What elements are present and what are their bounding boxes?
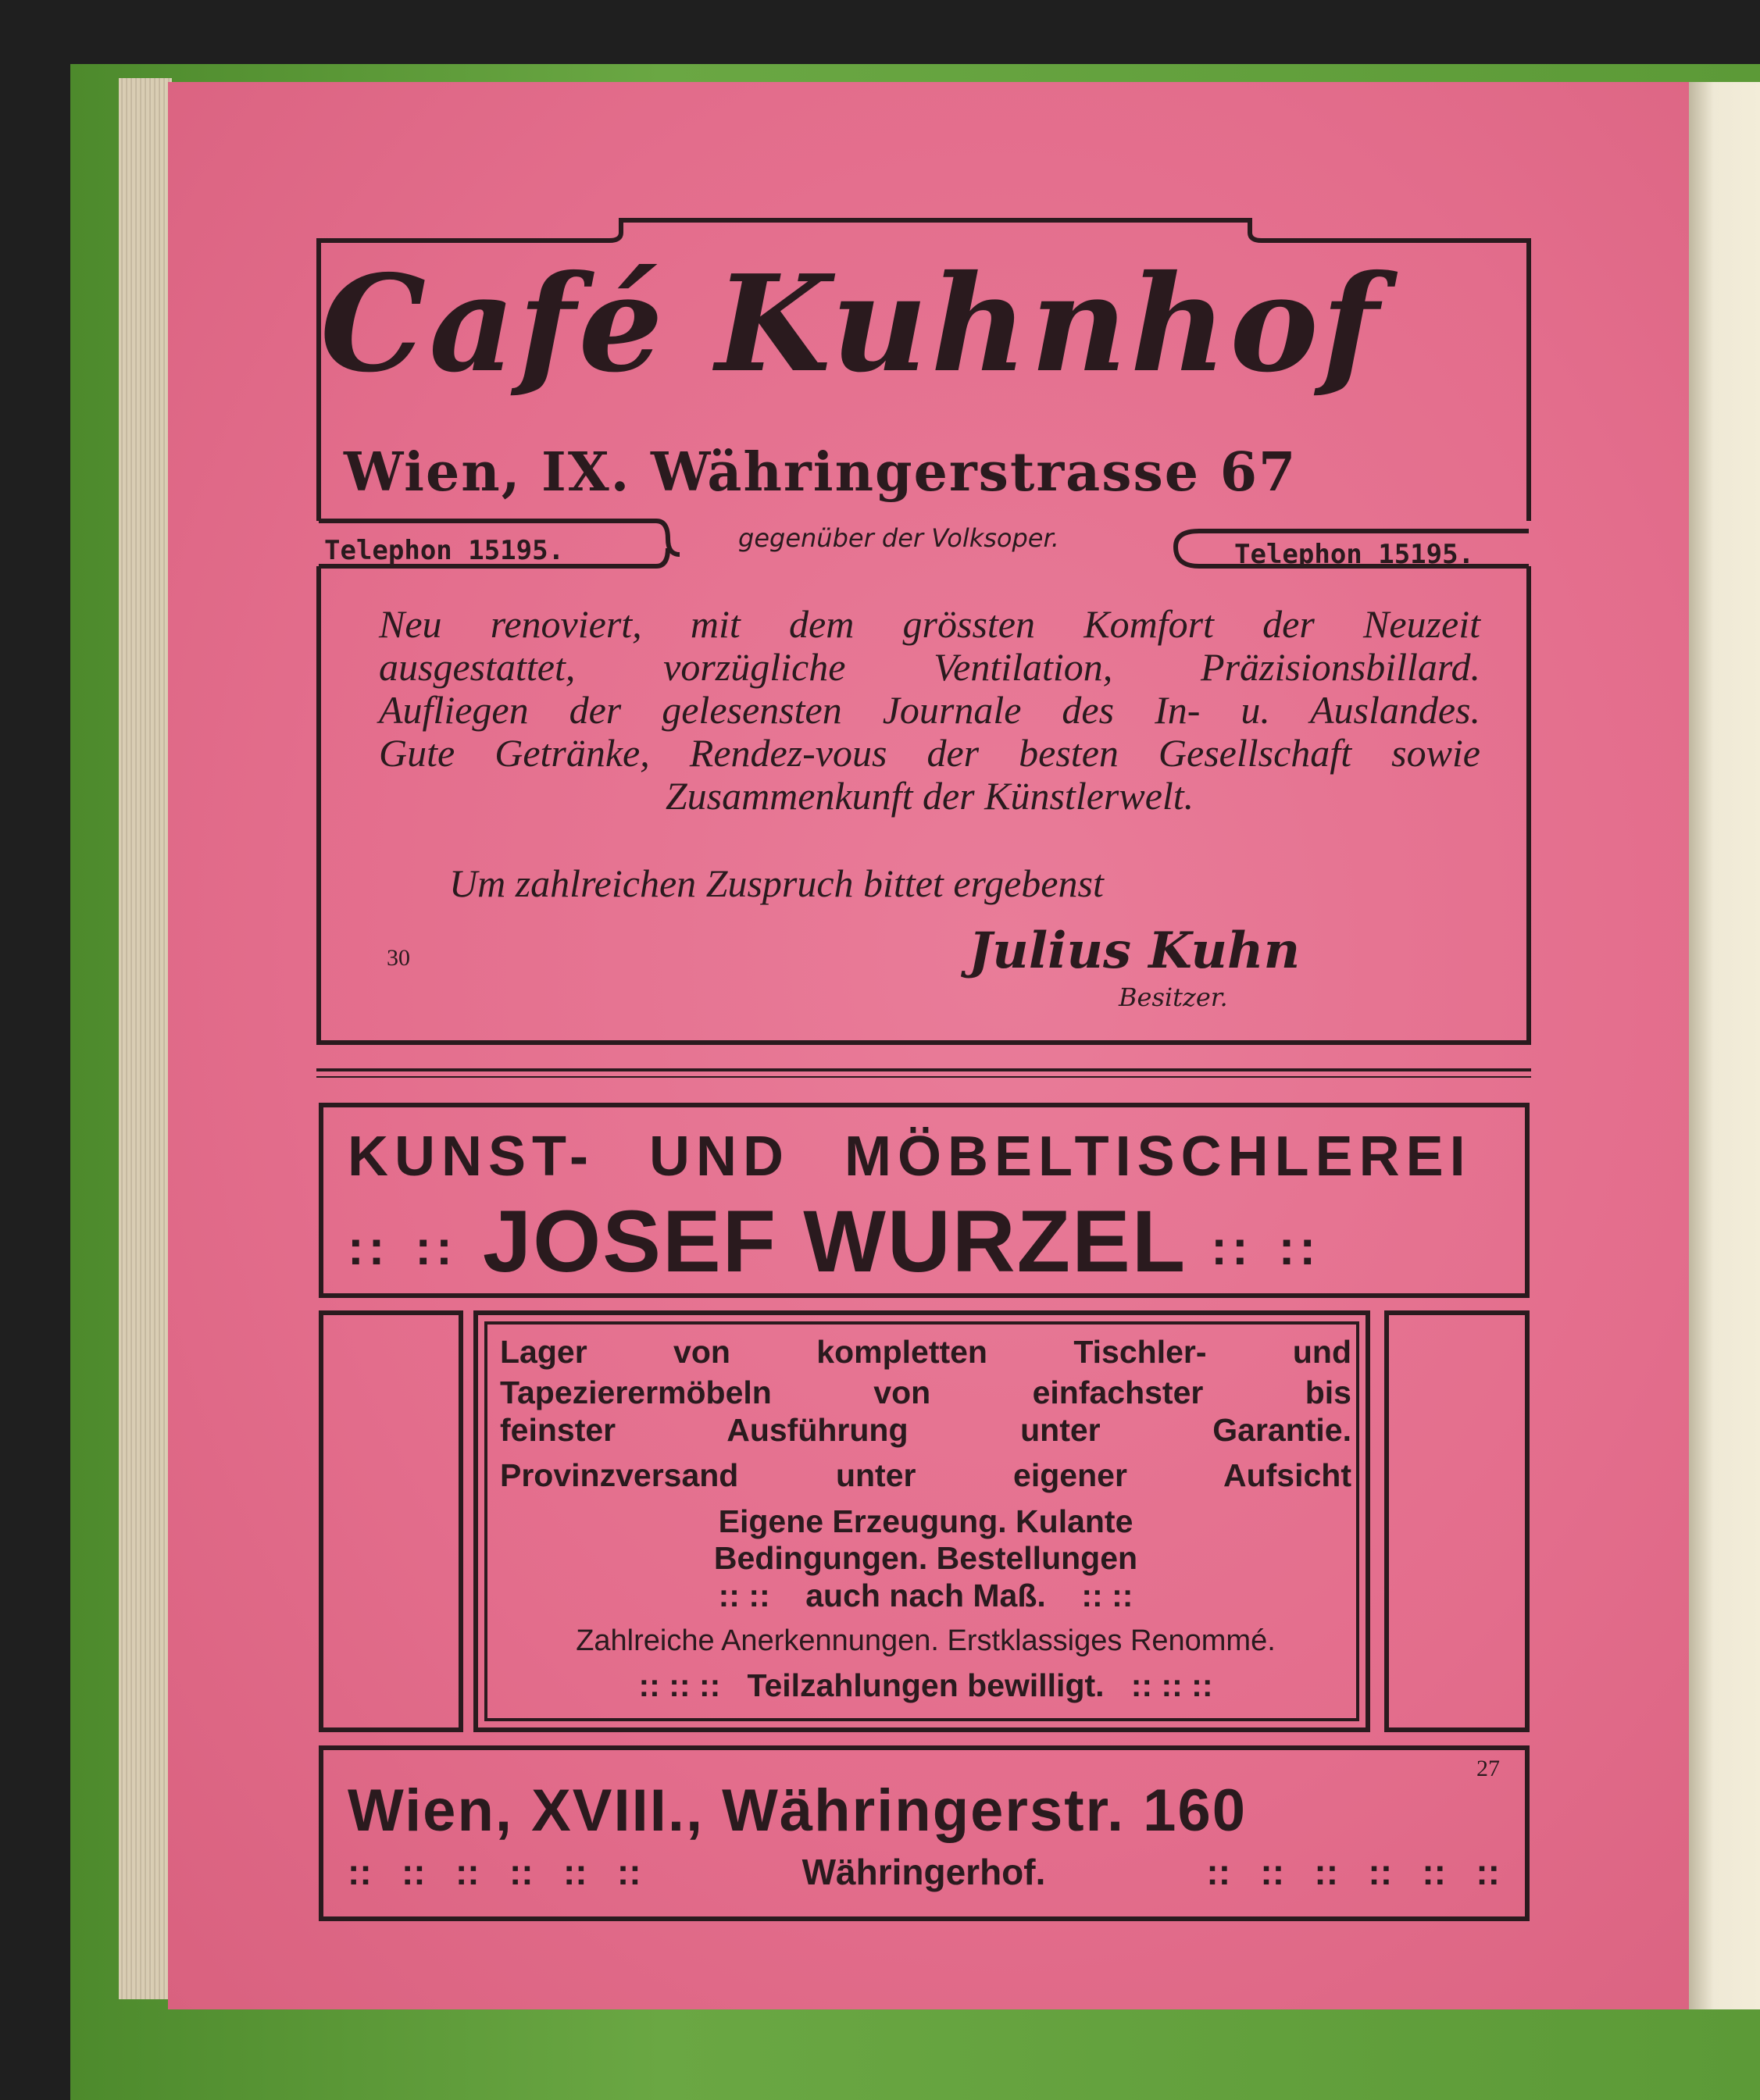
ornament-dots-group bbox=[348, 1851, 641, 1893]
wurzel-body-line: feinster Ausführung unter Garantie. bbox=[500, 1412, 1351, 1448]
wurzel-body-line: Zahlreiche Anerkennungen. Erstklassiges Renommé. bbox=[576, 1624, 1276, 1657]
ornament-dots: :: bbox=[415, 1221, 457, 1275]
ornament-dots: :: bbox=[1260, 1852, 1285, 1892]
wurzel-heading bbox=[348, 1125, 1472, 1189]
wurzel-body-dots-line bbox=[500, 1667, 1351, 1704]
cafe-description-line: Neu renoviert, mit dem grössten Komfort der Neuzeit bbox=[379, 602, 1480, 646]
telephone-left: Telephon 15195. bbox=[324, 535, 565, 566]
ornament-dots: :: bbox=[1278, 1221, 1321, 1275]
wurzel-name-line bbox=[348, 1191, 1320, 1292]
owner-name: Julius Kuhn bbox=[969, 922, 1301, 980]
wurzel-right-box bbox=[1384, 1310, 1530, 1732]
wurzel-address: Wien, XVIII., Währingerstr. 160 bbox=[348, 1777, 1247, 1844]
ornament-dots: :: bbox=[718, 1578, 740, 1613]
ornament-dots: :: bbox=[348, 1852, 372, 1892]
cafe-description-line: Zusammenkunft der Künstlerwelt. bbox=[665, 774, 1194, 818]
page-number-27: 27 bbox=[1476, 1756, 1500, 1781]
heading-word: MÖBELTISCHLEREI bbox=[844, 1125, 1472, 1188]
wurzel-body-line: Tapezierermöbeln von einfachster bis bbox=[500, 1374, 1351, 1410]
divider-line bbox=[316, 1068, 1531, 1071]
ornament-dots: :: bbox=[1191, 1667, 1213, 1703]
ornament-dots: :: bbox=[669, 1667, 691, 1703]
cafe-description bbox=[379, 603, 1480, 818]
ornament-dots: :: bbox=[1476, 1852, 1500, 1892]
wurzel-building-line bbox=[348, 1851, 1500, 1893]
owner-title: Besitzer. bbox=[1119, 982, 1228, 1012]
cafe-description-line: Aufliegen der gelesensten Journale des In- u. Auslandes. bbox=[379, 688, 1480, 732]
cafe-description-line: Gute Getränke, Rendez-vous der besten Gesellschaft sowie bbox=[379, 731, 1480, 775]
page-number-30: 30 bbox=[387, 945, 410, 971]
ornament-dots: :: bbox=[455, 1852, 480, 1892]
cafe-closing: Um zahlreichen Zuspruch bittet ergebenst bbox=[449, 861, 1104, 905]
wurzel-body-line: auch nach Maß. bbox=[805, 1578, 1046, 1613]
ornament-dots: :: bbox=[638, 1667, 660, 1703]
wurzel-body-dots-line bbox=[500, 1578, 1351, 1614]
ornament-dots: :: bbox=[348, 1221, 390, 1275]
ornament-dots: :: bbox=[509, 1852, 534, 1892]
divider-line-thin bbox=[316, 1076, 1531, 1078]
opposite-volksoper: gegenüber der Volksoper. bbox=[738, 523, 1059, 553]
ornament-dots: :: bbox=[616, 1852, 641, 1892]
wurzel-body-line: Teilzahlungen bewilligt. bbox=[747, 1667, 1105, 1703]
page-edges bbox=[119, 78, 172, 1999]
ornament-dots: :: bbox=[1314, 1852, 1339, 1892]
ornament-dots: :: bbox=[1161, 1667, 1183, 1703]
facing-page bbox=[1689, 82, 1760, 2009]
wurzel-name: JOSEF WURZEL bbox=[482, 1193, 1186, 1290]
cafe-description-line: ausgestattet, vorzügliche Ventilation, Präzisionsbillard. bbox=[379, 645, 1480, 689]
ornament-dots-group bbox=[1206, 1851, 1500, 1893]
wurzel-body-line: Bedingungen. Bestellungen bbox=[713, 1540, 1138, 1576]
ornament-dots: :: bbox=[562, 1852, 587, 1892]
telephone-right: Telephon 15195. bbox=[1234, 539, 1475, 570]
wurzel-body-line: Provinzversand unter eigener Aufsicht bbox=[500, 1457, 1351, 1493]
ornament-dots: :: bbox=[748, 1578, 770, 1613]
ornament-dots: :: bbox=[698, 1667, 721, 1703]
wurzel-body-line: Eigene Erzeugung. Kulante bbox=[718, 1503, 1133, 1539]
heading-word: UND bbox=[649, 1125, 790, 1188]
ornament-dots: :: bbox=[1081, 1578, 1103, 1613]
ornament-dots: :: bbox=[1211, 1221, 1253, 1275]
ornament-dots: :: bbox=[401, 1852, 426, 1892]
wurzel-left-box bbox=[319, 1310, 463, 1732]
ornament-dots: :: bbox=[1112, 1578, 1133, 1613]
wurzel-building: Währingerhof. bbox=[801, 1852, 1046, 1892]
ornament-dots: :: bbox=[1422, 1852, 1446, 1892]
cafe-address: Wien, IX. Währingerstrasse 67 bbox=[344, 441, 1298, 504]
heading-word: KUNST- bbox=[348, 1125, 594, 1188]
wurzel-body-line: Lager von kompletten Tischler- und bbox=[500, 1334, 1351, 1370]
ornament-dots: :: bbox=[1130, 1667, 1153, 1703]
cafe-title: Café Kuhnhof bbox=[320, 246, 1382, 402]
ornament-dots: :: bbox=[1368, 1852, 1393, 1892]
ornament-dots: :: bbox=[1206, 1852, 1231, 1892]
